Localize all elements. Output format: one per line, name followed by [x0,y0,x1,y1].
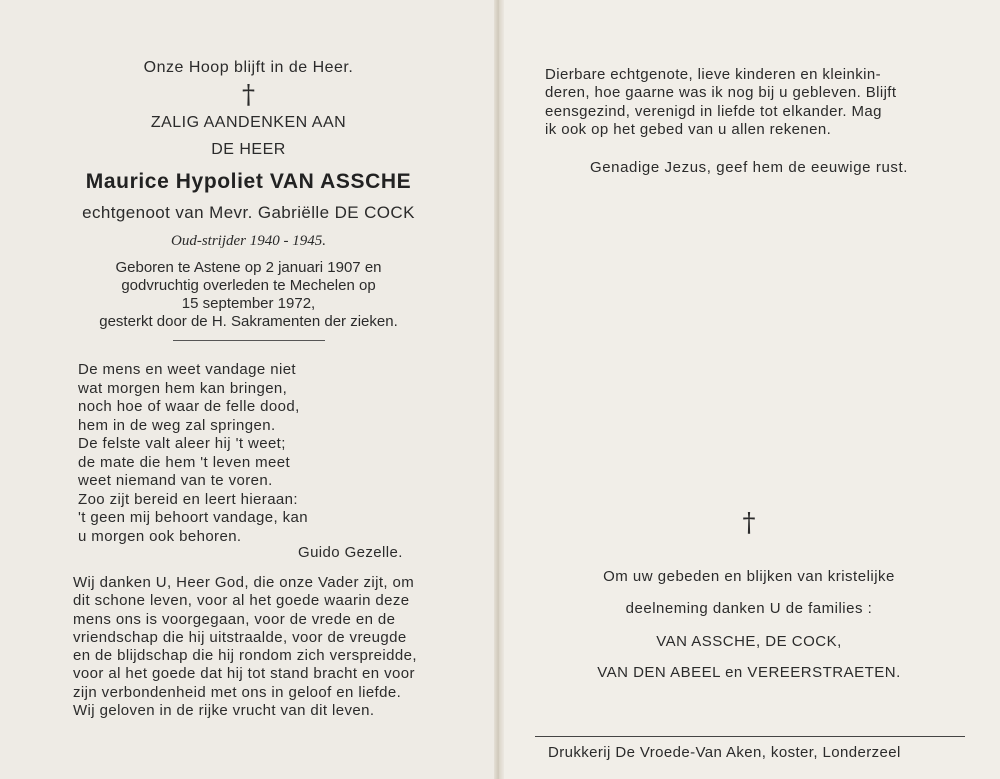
thanks-paragraph [73,574,438,720]
farewell-paragraph [545,66,960,139]
bio-line: 15 september 1972, [181,295,316,312]
deceased-name: Maurice Hypoliet VAN ASSCHE [85,170,412,193]
poem-line: wat morgen hem kan bringen, [78,379,288,397]
paragraph-line: eensgezind, verenigd in liefde tot elkander. Mag [545,102,882,120]
prayer-line: Genadige Jezus, geef hem de eeuwige rust. [589,159,909,176]
paragraph-line: deren, hoe gaarne was ik nog bij u gebleven. Blijft [545,84,897,102]
poem-line: weet niemand van te voren. [78,472,273,489]
memorial-heading: ZALIG AANDENKEN AAN [150,114,347,131]
spouse-line: echtgenoot van Mevr. Gabriëlle DE COCK [82,203,415,222]
poem-line: noch hoe of waar de felle dood, [78,398,300,415]
paragraph-line: ik ook op het gebed van u allen rekenen. [545,120,832,138]
thanks-line: Om uw gebeden en blijken van kristelijke [603,568,895,585]
paragraph-line: en de blijdschap die hij rondom zich verspreidde, [73,647,417,665]
veteran-line: Oud-strijder 1940 - 1945. [171,233,326,249]
poem-line: Zoo zijt bereid en leert hieraan: [78,490,298,508]
cross-icon: † [242,80,255,110]
thanks-line: deelneming danken U de families : [625,600,873,617]
poem-line: u morgen ook behoren. [78,527,242,545]
memorial-subheading: DE HEER [211,141,286,158]
paragraph-line: Wij danken U, Heer God, die onze Vader zijt, om [73,574,415,591]
motto: Onze Hoop blijft in de Heer. [143,59,354,76]
paragraph-line: Dierbare echtgenote, lieve kinderen en kleinkin- [545,66,882,83]
paragraph-line: dit schone leven, voor al het goede waarin deze [73,592,410,610]
paragraph-line: zijn verbondenheid met ons in geloof en liefde. [73,683,402,701]
bio-line: Geboren te Astene op 2 januari 1907 en [115,259,382,276]
bio-line: godvruchtig overleden te Mechelen op [121,277,376,294]
paragraph-line: Wij geloven in de rijke vrucht van dit leven. [73,702,375,720]
cross-icon: † [742,508,756,538]
separator-line [173,340,325,341]
paragraph-line: mens ons is voorgegaan, voor de vrede en de [73,610,396,628]
printer-credit: Drukkerij De Vroede-Van Aken, koster, Londerzeel [548,744,901,761]
bio-line: gesterkt door de H. Sakramenten der zieken. [99,313,398,330]
paragraph-line: voor al het goede dat hij tot stand bracht en voor [73,665,415,683]
families-line: VAN DEN ABEEL en VEREERSTRAETEN. [597,664,901,681]
poem-line: De felste valt aleer hij 't weet; [78,435,286,452]
printer-rule [535,736,965,737]
poem-line: De mens en weet vandage niet [78,361,296,378]
poem-author: Guido Gezelle. [298,544,403,561]
poem [78,361,308,546]
poem-line: hem in de weg zal springen. [78,416,276,434]
poem-line: de mate die hem 't leven meet [78,453,291,471]
paragraph-line: vriendschap die hij uitstraalde, voor de vreugde [73,628,407,646]
poem-line: 't geen mij behoort vandage, kan [78,509,308,526]
families-line: VAN ASSCHE, DE COCK, [656,633,842,650]
